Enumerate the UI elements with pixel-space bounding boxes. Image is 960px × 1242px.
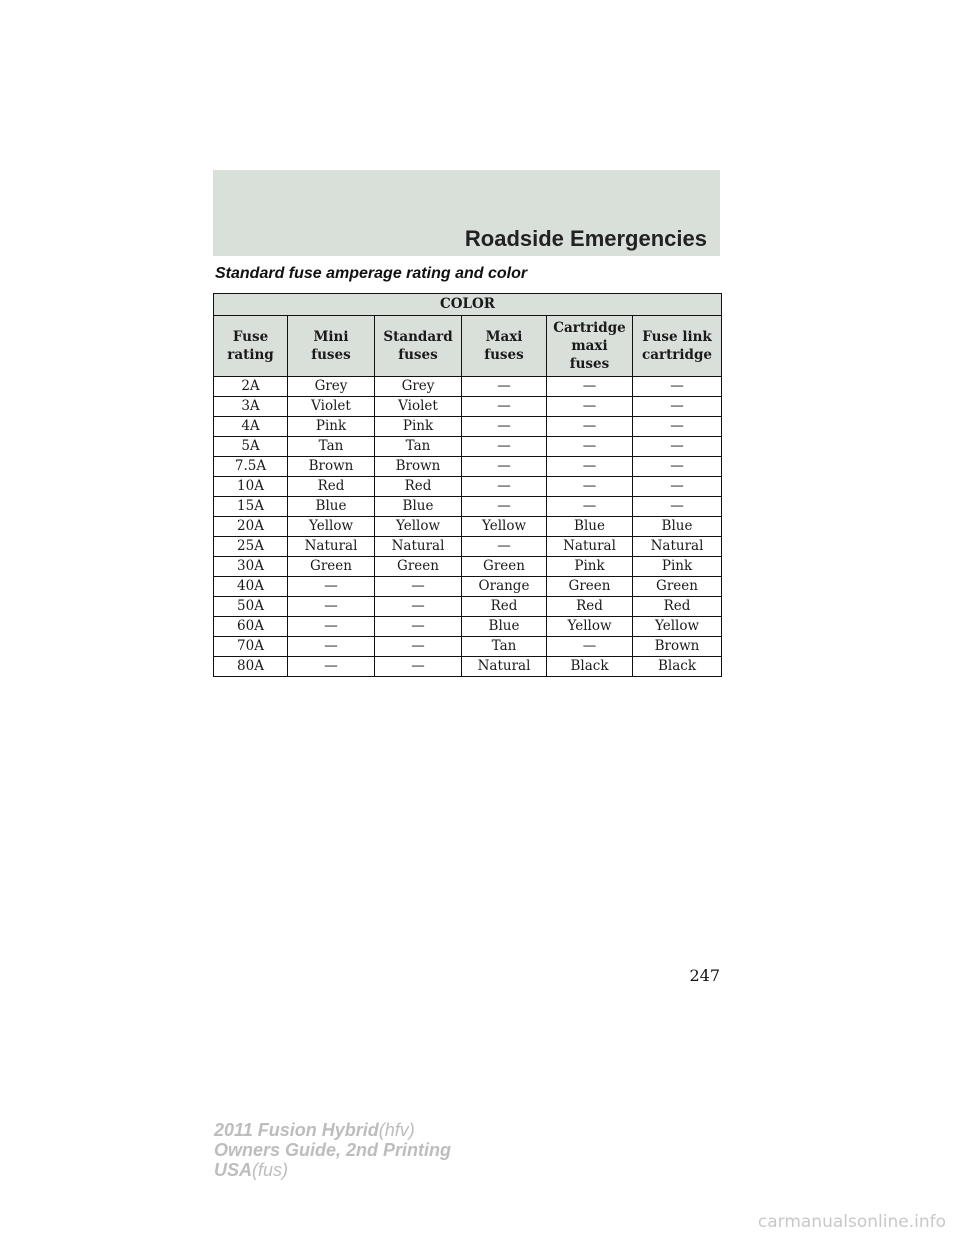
fuse-color-cell: — — [547, 437, 633, 457]
table-row — [214, 417, 722, 437]
column-header-line: cartridge — [641, 347, 713, 363]
table-row — [214, 517, 722, 537]
table-row — [214, 597, 722, 617]
column-header-line: Standard — [383, 329, 453, 345]
fuse-color-cell: Brown — [633, 637, 722, 657]
footer-model-code: (hfv) — [378, 1120, 415, 1140]
fuse-color-cell: Blue — [633, 517, 722, 537]
footer-line-3 — [214, 1160, 451, 1180]
fuse-rating-cell: 15A — [214, 497, 288, 517]
column-header-line: fuses — [484, 347, 524, 363]
fuse-color-cell: — — [633, 457, 722, 477]
fuse-color-cell: Natural — [288, 537, 375, 557]
footer-line-2: Owners Guide, 2nd Printing — [214, 1140, 452, 1160]
fuse-color-cell: Green — [375, 557, 462, 577]
fuse-color-cell: — — [375, 597, 462, 617]
table-row — [214, 377, 722, 397]
column-header-line: rating — [227, 347, 274, 363]
fuse-color-cell: — — [462, 417, 547, 437]
table-row — [214, 557, 722, 577]
fuse-rating-cell: 4A — [214, 417, 288, 437]
column-header-line: fuses — [398, 347, 438, 363]
fuse-color-cell: Violet — [288, 397, 375, 417]
fuse-color-cell: — — [547, 497, 633, 517]
fuse-color-cell: Yellow — [375, 517, 462, 537]
fuse-color-cell: — — [375, 657, 462, 677]
fuse-color-cell: — — [633, 397, 722, 417]
fuse-color-cell: Yellow — [547, 617, 633, 637]
fuse-rating-cell: 80A — [214, 657, 288, 677]
fuse-color-cell: — — [633, 417, 722, 437]
column-header-line: fuses — [311, 347, 351, 363]
fuse-rating-cell: 10A — [214, 477, 288, 497]
fuse-color-cell: Red — [633, 597, 722, 617]
fuse-color-cell: Green — [462, 557, 547, 577]
fuse-rating-cell: 3A — [214, 397, 288, 417]
table-row — [214, 457, 722, 477]
fuse-color-cell: Pink — [375, 417, 462, 437]
table-row — [214, 477, 722, 497]
fuse-rating-cell: 5A — [214, 437, 288, 457]
fuse-color-cell: — — [633, 437, 722, 457]
fuse-color-cell: — — [462, 477, 547, 497]
fuse-color-cell: Brown — [375, 457, 462, 477]
fuse-color-cell: Red — [462, 597, 547, 617]
fuse-rating-cell: 2A — [214, 377, 288, 397]
fuse-color-cell: — — [288, 597, 375, 617]
fuse-color-cell: Natural — [462, 657, 547, 677]
fuse-color-cell: — — [375, 577, 462, 597]
fuse-color-cell: — — [633, 497, 722, 517]
column-header — [288, 316, 375, 377]
table-row — [214, 617, 722, 637]
fuse-color-cell: Grey — [288, 377, 375, 397]
footer-model: 2011 Fusion Hybrid — [214, 1120, 379, 1140]
fuse-rating-cell: 50A — [214, 597, 288, 617]
fuse-color-cell: Tan — [375, 437, 462, 457]
fuse-color-cell: Grey — [375, 377, 462, 397]
column-header-line: Cartridge — [553, 320, 626, 336]
fuse-color-cell: — — [547, 377, 633, 397]
print-footer — [214, 1120, 451, 1180]
fuse-color-cell: — — [288, 657, 375, 677]
fuse-color-cell: — — [462, 537, 547, 557]
column-header-line: fuses — [569, 356, 610, 372]
fuse-color-cell: — — [375, 617, 462, 637]
fuse-color-cell: Red — [375, 477, 462, 497]
fuse-color-cell: Pink — [547, 557, 633, 577]
fuse-color-cell: Pink — [633, 557, 722, 577]
footer-line-1 — [214, 1120, 451, 1140]
fuse-color-cell: Natural — [547, 537, 633, 557]
fuse-color-cell: Blue — [547, 517, 633, 537]
fuse-color-cell: — — [462, 497, 547, 517]
fuse-color-cell: Natural — [375, 537, 462, 557]
fuse-color-cell: — — [462, 397, 547, 417]
fuse-rating-cell: 40A — [214, 577, 288, 597]
table-row — [214, 537, 722, 557]
column-header-line: Fuse — [232, 329, 269, 345]
column-header-line: Maxi — [485, 329, 523, 345]
fuse-color-cell: — — [633, 377, 722, 397]
column-header-line: maxi — [571, 338, 608, 354]
table-row — [214, 577, 722, 597]
color-group-header: COLOR — [214, 294, 722, 316]
fuse-color-cell: Black — [547, 657, 633, 677]
fuse-rating-cell: 20A — [214, 517, 288, 537]
fuse-color-cell: Yellow — [633, 617, 722, 637]
fuse-rating-cell: 25A — [214, 537, 288, 557]
fuse-color-cell: Yellow — [288, 517, 375, 537]
page-number: 247 — [689, 966, 720, 985]
fuse-color-cell: — — [547, 477, 633, 497]
fuse-color-table — [213, 293, 722, 677]
section-title: Roadside Emergencies — [464, 226, 707, 251]
column-header — [633, 316, 722, 377]
fuse-rating-cell: 7.5A — [214, 457, 288, 477]
fuse-color-cell: Orange — [462, 577, 547, 597]
fuse-rating-cell: 60A — [214, 617, 288, 637]
fuse-color-cell: Tan — [288, 437, 375, 457]
column-header — [462, 316, 547, 377]
fuse-color-cell: — — [547, 397, 633, 417]
fuse-table-body — [214, 377, 722, 677]
fuse-color-cell: — — [547, 637, 633, 657]
table-row — [214, 657, 722, 677]
fuse-color-cell: Blue — [288, 497, 375, 517]
column-header-line: Mini — [313, 329, 349, 345]
fuse-color-cell: Green — [547, 577, 633, 597]
column-header-line: Fuse link — [642, 329, 712, 345]
fuse-color-cell: Violet — [375, 397, 462, 417]
column-header — [375, 316, 462, 377]
table-row — [214, 397, 722, 417]
fuse-color-cell: — — [462, 437, 547, 457]
fuse-color-cell: Green — [288, 557, 375, 577]
column-header-row — [214, 316, 722, 377]
fuse-color-cell: Black — [633, 657, 722, 677]
fuse-color-cell: Blue — [462, 617, 547, 637]
fuse-color-cell: Red — [547, 597, 633, 617]
fuse-rating-cell: 30A — [214, 557, 288, 577]
table-row — [214, 497, 722, 517]
watermark: carmanualsonline.info — [757, 1212, 946, 1232]
fuse-color-cell: Red — [288, 477, 375, 497]
fuse-color-cell: Green — [633, 577, 722, 597]
column-header — [547, 316, 633, 377]
fuse-rating-cell: 70A — [214, 637, 288, 657]
fuse-color-cell: — — [547, 457, 633, 477]
table-row — [214, 437, 722, 457]
fuse-color-cell: — — [375, 637, 462, 657]
footer-market: USA — [214, 1160, 253, 1180]
fuse-color-cell: — — [288, 637, 375, 657]
column-header — [214, 316, 288, 377]
fuse-color-cell: Tan — [462, 637, 547, 657]
table-row — [214, 637, 722, 657]
fuse-color-cell: Yellow — [462, 517, 547, 537]
fuse-color-cell: Natural — [633, 537, 722, 557]
fuse-color-cell: — — [288, 577, 375, 597]
fuse-color-cell: Blue — [375, 497, 462, 517]
fuse-color-cell: — — [633, 477, 722, 497]
table-title: Standard fuse amperage rating and color — [215, 265, 528, 282]
fuse-color-cell: — — [462, 457, 547, 477]
fuse-color-cell: — — [288, 617, 375, 637]
fuse-color-cell: Brown — [288, 457, 375, 477]
footer-market-code: (fus) — [252, 1160, 289, 1180]
fuse-color-cell: — — [462, 377, 547, 397]
fuse-color-cell: Pink — [288, 417, 375, 437]
fuse-color-cell: — — [547, 417, 633, 437]
